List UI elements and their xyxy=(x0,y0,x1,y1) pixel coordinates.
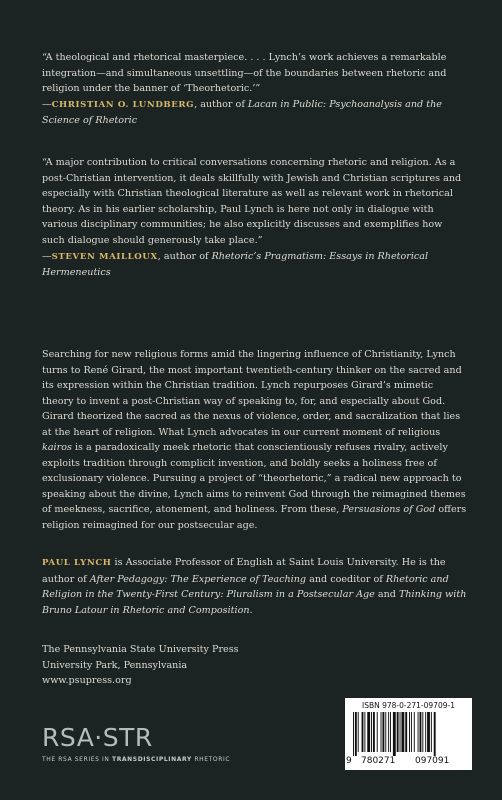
isbn-barcode: ISBN 978-0-271-09709-1 9 780271 097091 xyxy=(345,698,472,770)
barcode-bar xyxy=(385,712,386,752)
publisher-name: The Pennsylvania State University Press xyxy=(42,644,239,655)
author-bio: PAUL LYNCH is Associate Professor of English at Saint Louis University. He is the author of After Pedagogy: The Experience of Teaching and coeditor of Rhetoric and Religion in the Twenty-First Century: Pluralism in a Postsecular Age and Thinking with Bruno Latour in Rhetoric and Composition. xyxy=(42,557,467,616)
barcode-bar xyxy=(362,712,364,752)
barcode-bar xyxy=(414,712,415,752)
series-logo-mark: RSA·STR xyxy=(42,723,153,752)
barcode-bar xyxy=(427,712,430,752)
barcode-bar xyxy=(377,712,378,752)
barcode-bar xyxy=(393,712,396,756)
barcode-bar xyxy=(420,712,422,752)
publisher-location: University Park, Pennsylvania xyxy=(42,659,188,671)
barcode-bar xyxy=(400,712,401,752)
quote-author: CHRISTIAN O. LUNDBERG xyxy=(51,99,195,110)
barcode-bar xyxy=(425,712,426,752)
quote-text: “A major contribution to critical conversations concerning rhetoric and religion. As a post-Christian intervention, it deals skillfully with Jewish and Christian scriptures and especially with Christian theological literature as well as relevant work in rhetorical theory. As in his earlier scholarship, Paul Lynch is here not only in dialogue with various disciplinary communities; he also explicitly discusses and exemplifies how such dialogue should generously take place.” xyxy=(42,157,462,246)
barcode-bar xyxy=(409,712,410,752)
quote-attribution: —STEVEN MAILLOUX, author of Rhetoric’s Pragmatism: Essays in Rhetorical Hermeneutics xyxy=(42,250,429,279)
barcode-bar xyxy=(381,712,382,752)
series-logo xyxy=(42,724,230,763)
barcode-bar xyxy=(364,712,365,752)
barcode-bars-icon xyxy=(353,712,464,756)
book-description: Searching for new religious forms amid the lingering influence of Christianity, Lynch turns to René Girard, the most important twentieth-century thinker on the sacred and its expression within the Christian tradition. Lynch repurposes Girard’s mimetic theory to invent a post-Christian way of speaking to, for, and especially about God. Girard theorized the sacred as the nexus of violence, order, and sacralization that lies at the heart of religion. What Lynch advocates in our current moment of religious kairos is a paradoxically meek rhetoric that conscientiously refuses rivalry, actively exploits tradition through complicit invention, and boldly seeks a holiness free of exclusionary violence. Pursuing a project of “theorhetoric,” a radical new approach to speaking about the divine, Lynch aims to reinvent God through the reimagined themes of meekness, sacrifice, atonement, and holiness. From these, Persuasions of God offers religion reimagined for our postsecular age. xyxy=(42,349,467,531)
barcode-bar xyxy=(355,712,357,756)
series-name: THE RSA SERIES IN TRANSDISCIPLINARY RHETORIC xyxy=(42,756,231,763)
barcode-bar xyxy=(353,712,354,756)
quote-work: Lacan in Public: Psychoanalysis and the Science of Rhetoric xyxy=(42,98,442,127)
quote-work: Rhetoric’s Pragmatism: Essays in Rhetorical Hermeneutics xyxy=(42,250,429,279)
barcode-bar xyxy=(390,712,391,752)
bio-author-name: PAUL LYNCH xyxy=(42,558,112,568)
barcode-bar xyxy=(388,712,389,752)
barcode-bar xyxy=(397,712,399,752)
publisher-info xyxy=(42,642,239,689)
barcode-bar xyxy=(422,712,423,752)
barcode-bar xyxy=(367,712,370,752)
quote-author: STEVEN MAILLOUX xyxy=(51,251,158,262)
barcode-bar xyxy=(373,712,375,752)
isbn-label: ISBN 978-0-271-09709-1 xyxy=(362,701,455,710)
quote-attribution: —CHRISTIAN O. LUNDBERG, author of Lacan in Public: Psychoanalysis and the Science of Rhetoric xyxy=(42,98,442,127)
barcode-bar xyxy=(371,712,372,752)
barcode-bar xyxy=(418,712,419,752)
barcode-bar xyxy=(401,712,404,752)
barcode-bar xyxy=(434,712,436,756)
quote-text: “A theological and rhetorical masterpiece. . . . Lynch’s work achieves a remarkable integration—and simultaneous unsettling—of the boundaries between rhetoric and religion under the banner of ‘Theorhetoric.’” xyxy=(42,52,447,95)
barcode-bar xyxy=(411,712,412,752)
endorsement-quote-2 xyxy=(42,155,462,281)
publisher-website: www.psupress.org xyxy=(42,675,132,686)
book-title: Persuasions of God xyxy=(342,504,436,515)
barcode-bar xyxy=(382,712,384,752)
barcode-bar xyxy=(405,712,407,752)
barcode-bar xyxy=(358,712,359,752)
barcode-bar xyxy=(431,712,432,752)
endorsement-quote-1 xyxy=(42,50,462,129)
